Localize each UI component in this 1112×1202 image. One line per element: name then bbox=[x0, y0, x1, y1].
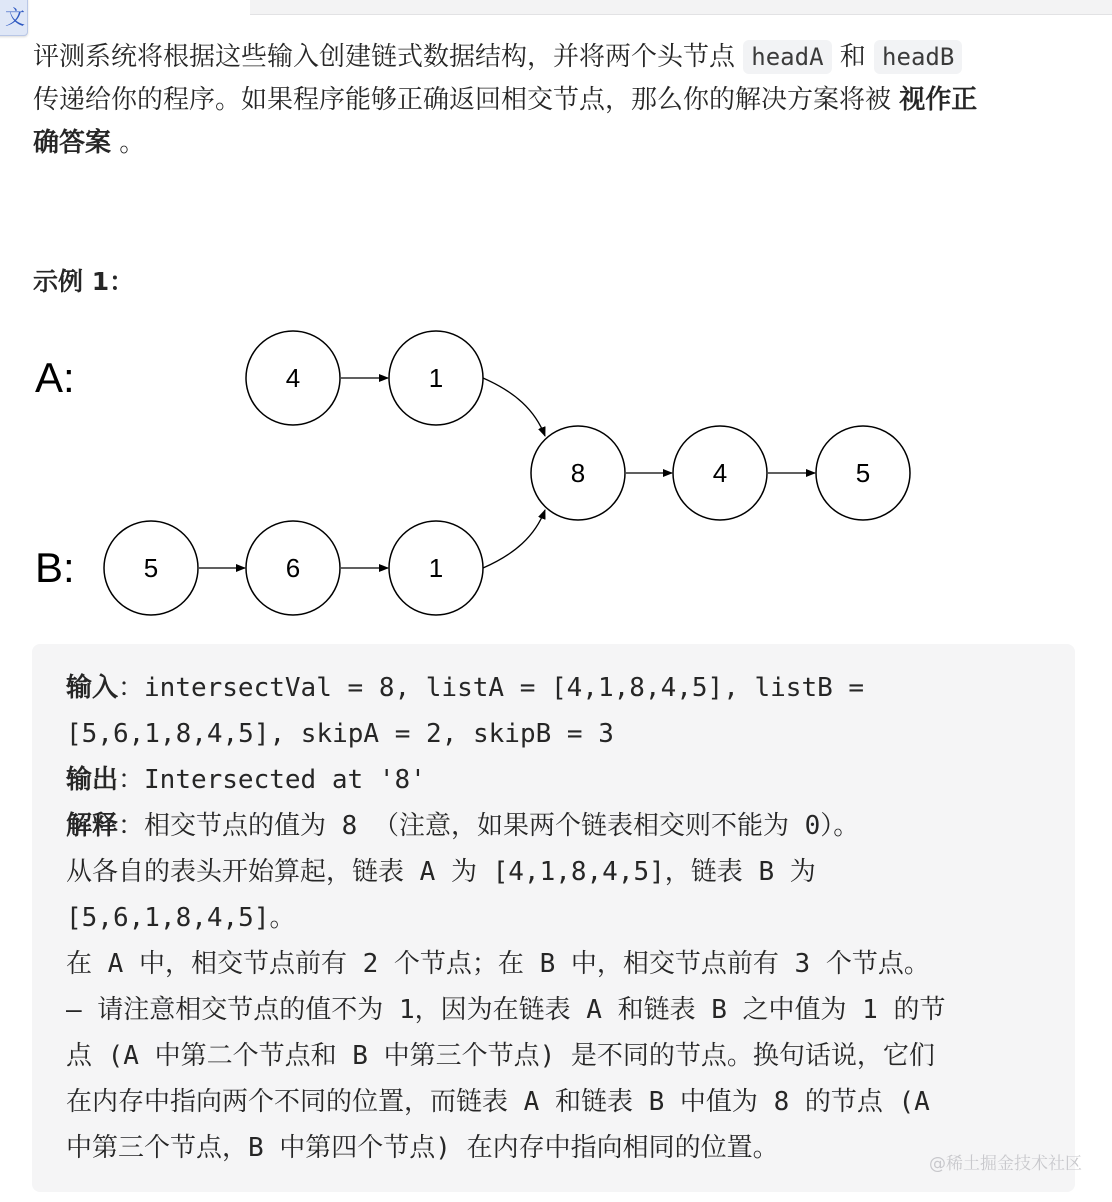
intro-text-1: 评测系统将根据这些输入创建链式数据结构，并将两个头节点 bbox=[33, 42, 744, 72]
output-label: 输出 bbox=[66, 765, 119, 795]
arrow-b3-shared bbox=[483, 510, 545, 568]
example-code-block bbox=[32, 644, 1075, 1192]
explain-label: 解释 bbox=[66, 811, 119, 841]
intro-bold-2: 确答案 bbox=[33, 128, 112, 158]
explain-line-4: 在 A 中，相交节点前有 2 个节点；在 B 中，相交节点前有 3 个节点。 bbox=[66, 949, 930, 979]
output-line bbox=[66, 757, 1041, 803]
explain-line-3: [5,6,1,8,4,5]。 bbox=[66, 903, 296, 933]
intro-bold-1: 视作正 bbox=[899, 85, 978, 115]
node-a1-value: 4 bbox=[285, 363, 301, 393]
intro-text-3: 传递给你的程序。如果程序能够正确返回相交节点，那么你的解决方案将被 bbox=[33, 85, 900, 115]
explain-line-5: — 请注意相交节点的值不为 1，因为在链表 A 和链表 B 之中值为 1 的节 bbox=[66, 995, 946, 1025]
explain-text-1: ：相交节点的值为 8 （注意，如果两个链表相交则不能为 0）。 bbox=[118, 811, 860, 841]
input-line-1 bbox=[66, 665, 1041, 711]
translate-icon[interactable]: 文 bbox=[0, 0, 28, 36]
explain-line-1 bbox=[66, 803, 1041, 849]
output-text: ：Intersected at '8' bbox=[118, 765, 426, 795]
code-headB: headB bbox=[874, 40, 962, 74]
label-list-a: A: bbox=[35, 354, 75, 401]
label-list-b: B: bbox=[35, 544, 75, 591]
node-b2-value: 6 bbox=[285, 553, 301, 583]
example-heading: 示例 1： bbox=[33, 267, 135, 296]
node-shared-1-value: 8 bbox=[570, 458, 586, 488]
explain-line-7: 在内存中指向两个不同的位置，而链表 A 和链表 B 中值为 8 的节点 (A bbox=[66, 1087, 930, 1117]
input-text-1: ：intersectVal = 8, listA = [4,1,8,4,5], listB = bbox=[118, 673, 865, 703]
explain-line-6: 点 (A 中第二个节点和 B 中第三个节点) 是不同的节点。换句话说，它们 bbox=[66, 1041, 935, 1071]
explain-line-8: 中第三个节点，B 中第四个节点) 在内存中指向相同的位置。 bbox=[66, 1133, 779, 1163]
code-headA: headA bbox=[743, 40, 831, 74]
input-label: 输入 bbox=[66, 673, 119, 703]
top-toolbar bbox=[250, 0, 1112, 15]
node-b1-value: 5 bbox=[143, 553, 159, 583]
intro-paragraph bbox=[33, 36, 1083, 165]
watermark: @稀土掘金技术社区 bbox=[929, 1154, 1082, 1174]
intro-text-4: 。 bbox=[111, 128, 146, 158]
node-shared-3-value: 5 bbox=[855, 458, 871, 488]
input-line-2: [5,6,1,8,4,5], skipA = 2, skipB = 3 bbox=[66, 719, 614, 749]
arrow-a2-shared bbox=[483, 378, 545, 436]
explain-line-2: 从各自的表头开始算起，链表 A 为 [4,1,8,4,5]，链表 B 为 bbox=[66, 857, 816, 887]
node-shared-2-value: 4 bbox=[712, 458, 728, 488]
node-b3-value: 1 bbox=[428, 553, 444, 583]
intro-text-2: 和 bbox=[831, 42, 875, 72]
node-a2-value: 1 bbox=[428, 363, 444, 393]
linked-list-diagram bbox=[30, 322, 930, 626]
